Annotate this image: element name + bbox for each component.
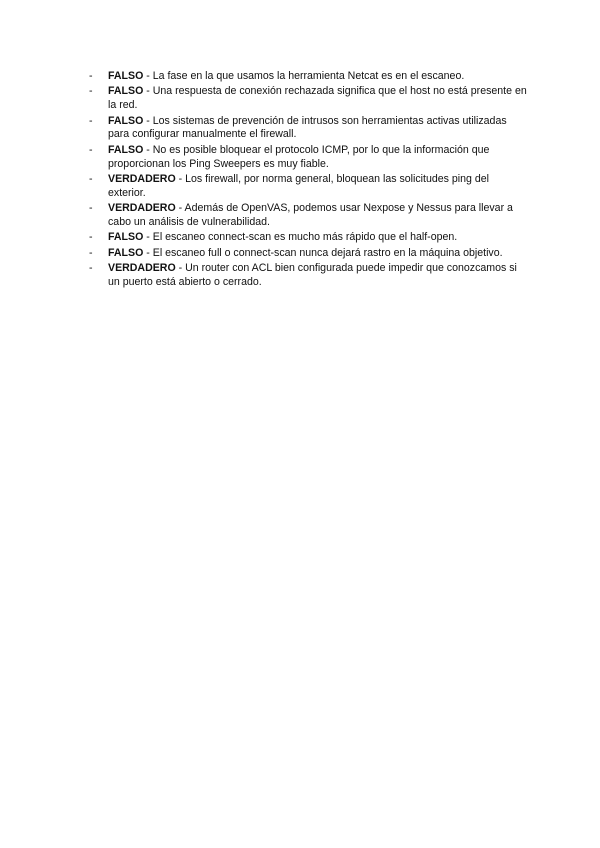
separator: - bbox=[143, 85, 153, 98]
separator: - bbox=[143, 246, 153, 259]
statement-text: Los firewall, por norma general, bloquean las solicitudes ping del exterior. bbox=[108, 172, 489, 199]
verdict-label: FALSO bbox=[108, 85, 144, 98]
statement-text: La fase en la que usamos la herramienta Netcat es en el escaneo. bbox=[152, 70, 465, 82]
separator: - bbox=[143, 143, 153, 156]
verdict-label: VERDADERO bbox=[108, 202, 176, 215]
bullet-dash: - bbox=[89, 70, 93, 82]
statement-text: No es posible bloquear el protocolo ICMP, por lo que la información que proporcionan los Ping Sweepers es muy fiable. bbox=[108, 143, 490, 170]
statement-text: Los sistemas de prevención de intrusos son herramientas activas utilizadas para configurar manualmente el firewall. bbox=[108, 114, 507, 141]
separator: - bbox=[143, 70, 153, 82]
bullet-dash: - bbox=[89, 143, 93, 156]
list-item bbox=[89, 85, 529, 113]
separator: - bbox=[143, 114, 153, 127]
bullet-dash: - bbox=[89, 172, 93, 185]
bullet-dash: - bbox=[89, 246, 93, 259]
statement-text: Un router con ACL bien configurada puede impedir que conozcamos si un puerto está abierto o cerrado. bbox=[108, 262, 517, 288]
separator: - bbox=[175, 172, 186, 185]
verdict-label: VERDADERO bbox=[108, 172, 176, 185]
answer-list bbox=[89, 70, 529, 291]
verdict-label: FALSO bbox=[108, 231, 144, 244]
bullet-dash: - bbox=[89, 202, 93, 215]
list-item bbox=[89, 144, 529, 172]
list-item bbox=[89, 202, 529, 230]
list-item bbox=[89, 231, 529, 245]
list-item bbox=[89, 173, 529, 201]
bullet-dash: - bbox=[89, 262, 93, 275]
statement-text: Además de OpenVAS, podemos usar Nexpose y Nessus para llevar a cabo un análisis de vulnerabilidad. bbox=[108, 202, 513, 228]
statement-text: El escaneo full o connect-scan nunca dejará rastro en la máquina objetivo. bbox=[152, 246, 503, 259]
separator: - bbox=[175, 202, 185, 215]
verdict-label: FALSO bbox=[108, 114, 144, 127]
list-item bbox=[89, 247, 529, 261]
list-item bbox=[89, 262, 529, 290]
separator: - bbox=[143, 231, 153, 244]
list-item bbox=[89, 70, 529, 84]
separator: - bbox=[175, 262, 186, 275]
verdict-label: VERDADERO bbox=[108, 262, 176, 275]
list-item bbox=[89, 115, 529, 143]
verdict-label: FALSO bbox=[108, 143, 144, 156]
statement-text: Una respuesta de conexión rechazada significa que el host no está presente en la red. bbox=[108, 85, 527, 112]
verdict-label: FALSO bbox=[108, 246, 144, 259]
bullet-dash: - bbox=[89, 114, 93, 127]
bullet-dash: - bbox=[89, 85, 93, 98]
bullet-dash: - bbox=[89, 231, 93, 244]
statement-text: El escaneo connect-scan es mucho más rápido que el half-open. bbox=[152, 231, 458, 244]
verdict-label: FALSO bbox=[108, 70, 144, 82]
